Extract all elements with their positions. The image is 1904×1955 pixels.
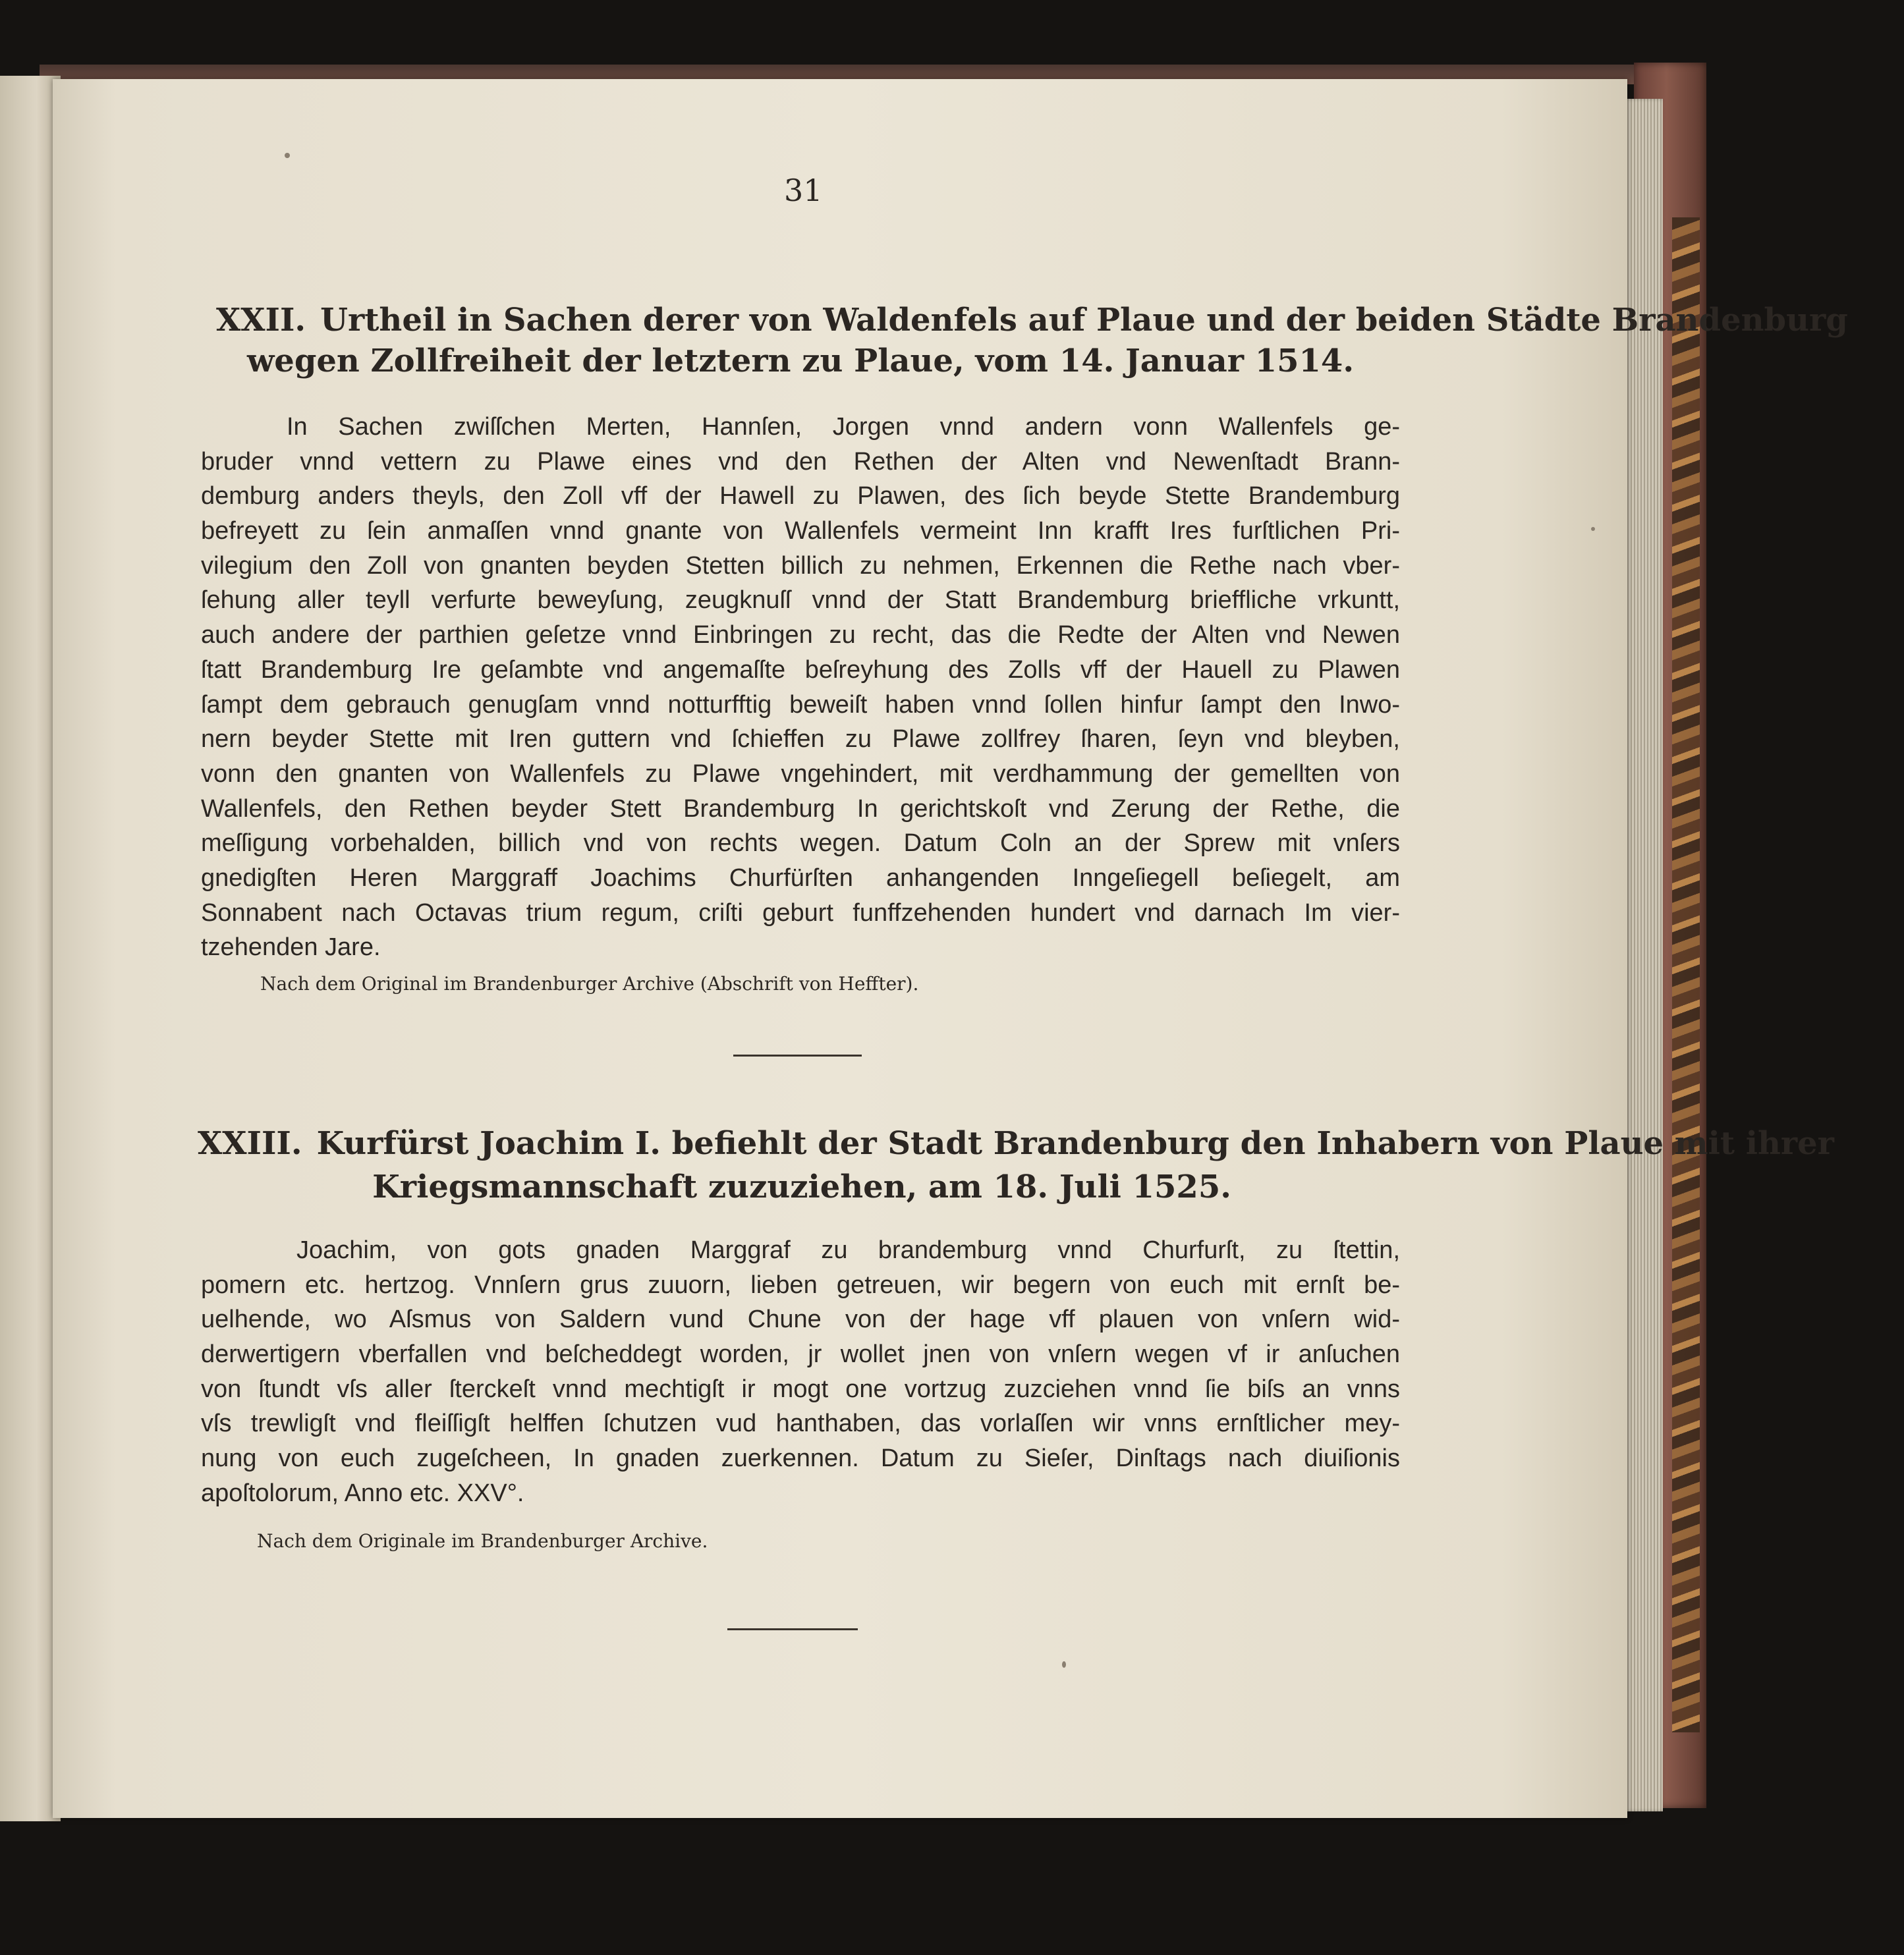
section-23-numeral: XXIII.	[198, 1125, 302, 1162]
section-22-heading-line1	[216, 300, 1848, 341]
marbled-endpaper	[1672, 217, 1700, 1732]
section-22-body-line: auch andere der parthien geſetze vnnd Einbringen zu recht, das die Redte der Alten vnd Newen	[201, 621, 1400, 649]
section-23-body-line: nung von euch zugeſcheen, In gnaden zuerkennen. Datum zu Sieſer, Dinſtags nach diuiſionis	[201, 1445, 1400, 1473]
section-22-body-line: ſtatt Brandemburg Ire geſambte vnd angemaſſte beſreyhung des Zolls vff der Hauell zu Plawen	[201, 655, 1400, 684]
section-23-body-line: von ſtundt vſs aller ſterckeſt vnnd mechtigſt ir mogt one vortzug zuzciehen vnnd ſie biſs an vnns	[201, 1375, 1400, 1403]
section-22-body-line: Wallenfels, den Rethen beyder Stett Brandemburg In gerichtskoſt vnd Zerung der Rethe, die	[201, 794, 1400, 823]
left-page-edge	[0, 76, 61, 1821]
section-23-body-line: apoſtolorum, Anno etc. XXV°.	[201, 1479, 524, 1507]
section-22-heading-line2: wegen Zollfreiheit der letztern zu Plaue, vom 14. Januar 1514.	[246, 343, 1355, 379]
section-22-body	[201, 410, 1400, 965]
page-stack-edge	[1622, 99, 1663, 1811]
section-23-title: Kurfürst Joachim I. befiehlt der Stadt Brandenburg den Inhabern von Plaue mit ihrer	[316, 1125, 1834, 1162]
section-22-source-note: Nach dem Original im Brandenburger Archive (Abschrift von Heffter).	[260, 973, 919, 995]
section-22-body-line: vonn den gnanten von Wallenfels zu Plawe vngehindert, mit verdhammung der gemellten von	[201, 759, 1400, 788]
page-number: 31	[784, 173, 823, 208]
section-23-body	[201, 1233, 1400, 1511]
section-23-heading-line2: Kriegsmannschaft zuzuziehen, am 18. Juli 1525.	[372, 1169, 1231, 1205]
section-22-body-line: Sonnabent nach Octavas trium regum, criſti geburt funffzehenden hundert vnd darnach Im vier-	[201, 898, 1400, 927]
section-22-body-line: In Sachen zwiſſchen Merten, Hannſen, Jorgen vnnd andern vonn Wallenfels ge-	[287, 413, 1400, 441]
section-22-body-line: demburg anders theyls, den Zoll vff der Hawell zu Plawen, des ſich beyde Stette Brandemburg	[201, 482, 1400, 510]
section-23-source-note: Nach dem Originale im Brandenburger Archive.	[257, 1530, 708, 1552]
section-22-body-line: tzehenden Jare.	[201, 933, 381, 962]
paper-speck	[1591, 527, 1595, 531]
section-23-body-line: Joachim, von gots gnaden Marggraf zu brandemburg vnnd Churfurſt, zu ſtettin,	[296, 1236, 1400, 1264]
section-22-body-line: gnedigſten Heren Marggraff Joachims Churfürſten anhangenden Inngeſiegell beſiegelt, am	[201, 864, 1400, 892]
section-23-heading-line1	[198, 1123, 1834, 1164]
section-22-body-line: meſſigung vorbehalden, billich vnd von rechts wegen. Datum Coln an der Sprew mit vnſers	[201, 829, 1400, 858]
section-22-body-line: befreyett zu ſein anmaſſen vnnd gnante von Wallenfels vermeint Inn krafft Ires furſtlichen Pri-	[201, 517, 1400, 545]
section-22-body-line: bruder vnnd vettern zu Plawe eines vnd den Rethen der Alten vnd Newenſtadt Brann-	[201, 447, 1400, 476]
section-23-body-line: uelhende, wo Aſsmus von Saldern vund Chune von der hage vff plauen von vnſern wid-	[201, 1306, 1400, 1334]
section-22-title: Urtheil in Sachen derer von Waldenfels auf Plaue und der beiden Städte Brandenburg	[320, 302, 1848, 339]
section-end-rule	[727, 1628, 858, 1630]
section-22-body-line: ſampt dem gebrauch genugſam vnnd notturfftig beweiſt haben vnnd ſollen hinfur ſampt den Inwo-	[201, 690, 1400, 719]
section-22-body-line: ſehung aller teyll verfurte beweyſung, zeugknuſſ vnnd der Statt Brandemburg brieffliche vrkuntt,	[201, 586, 1400, 615]
paper-speck	[285, 153, 290, 158]
section-22-body-line: nern beyder Stette mit Iren guttern vnd ſchieffen zu Plawe zollfrey ſharen, ſeyn vnd bleyben,	[201, 725, 1400, 754]
section-22-body-line: vilegium den Zoll von gnanten beyden Stetten billich zu nehmen, Erkennen die Rethe nach vber-	[201, 551, 1400, 580]
section-23-body-line: derwertigern vberfallen vnd beſcheddegt worden, jr wollet jnen von vnſern wegen vf ir anſuchen	[201, 1340, 1400, 1369]
paper-speck	[1062, 1661, 1066, 1668]
section-23-body-line: vſs trewligſt vnd fleiſſigſt helffen ſchutzen vud hanthaben, das vorlaſſen wir vnns ernſtlicher mey-	[201, 1410, 1400, 1438]
section-23-body-line: pomern etc. hertzog. Vnnſern grus zuuorn, lieben getreuen, wir begern von euch mit ernſt be-	[201, 1271, 1400, 1299]
section-divider-rule	[733, 1055, 862, 1057]
section-22-numeral: XXII.	[216, 302, 306, 339]
